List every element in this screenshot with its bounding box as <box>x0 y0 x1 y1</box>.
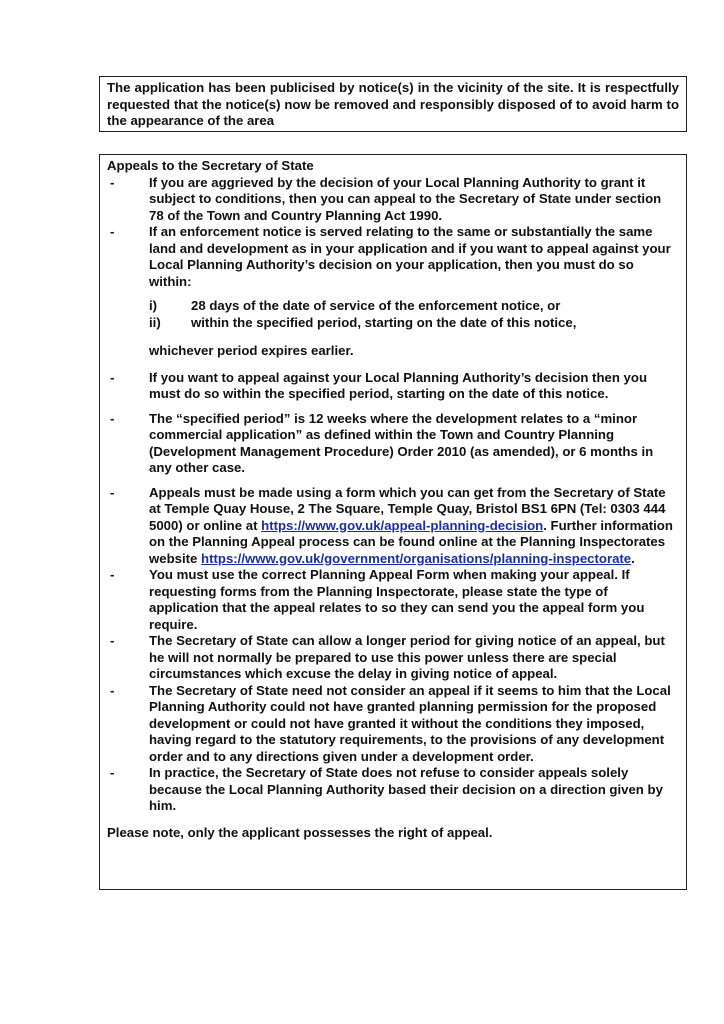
appeal-item-enforcement <box>107 224 679 290</box>
item-text: You must use the correct Planning Appeal Form when making your appeal. If requesting forms from the Planning Inspectorate, please state the type of application that the appeal relates to so they can send you the appeal form you require. <box>149 567 645 632</box>
item-text: The Secretary of State can allow a longer period for giving notice of an appeal, but he will not normally be prepared to use this power unless there are special circumstances which excuse the delay in giving notice of appeal. <box>149 633 665 681</box>
bullet-dash: - <box>110 633 115 648</box>
bullet-dash: - <box>110 410 115 426</box>
whichever-text: whichever period expires earlier. <box>149 343 354 358</box>
item-text: The “specified period” is 12 weeks where the development relates to a “minor commercial application” as defined within the Town and Country Planning (Development Management Procedure) Order 2010 (as amended), or 6 months in any other case. <box>149 410 654 475</box>
sub-number: i) <box>149 298 158 313</box>
bullet-dash: - <box>110 369 115 385</box>
item-text: The Secretary of State need not consider an appeal if it seems to him that the Local Planning Authority could not have granted planning permission for the proposed development or could not have granted it without the conditions they imposed, having regard to the statutory requirements, to the provisions of any development order and to any directions given under a development order. <box>149 682 671 764</box>
item-text: In practice, the Secretary of State does not refuse to consider appeals solely because the Local Planning Authority based their decision on a direction given by him. <box>149 765 663 813</box>
item-text-end: . <box>631 550 635 566</box>
sub-item-i <box>107 298 679 315</box>
notice-box <box>99 76 687 132</box>
appeal-decision-link[interactable]: https://www.gov.uk/appeal-planning-decision <box>261 517 544 533</box>
notice-text: The application has been publicised by notice(s) in the vicinity of the site. It is respectfully requested that the notice(s) now be removed and responsibly disposed of to avoid harm to the appearance of the area <box>107 80 679 128</box>
appeal-item-specified-period <box>107 370 679 403</box>
appeal-item-need-not-consider <box>107 683 679 766</box>
appeal-item-definition <box>107 411 679 477</box>
sub-item-ii <box>107 315 679 332</box>
appeal-item-correct-form <box>107 567 679 633</box>
appeal-item-longer-period <box>107 633 679 683</box>
item-text: If an enforcement notice is served relating to the same or substantially the same land and development as in your application and if you want to appeal against your Local Planning Authority’s decision on your application, then you must do so within: <box>149 224 671 289</box>
bullet-dash: - <box>110 174 115 190</box>
item-text: If you are aggrieved by the decision of your Local Planning Authority to grant it subject to conditions, then you can appeal to the Secretary of State under section 78 of the Town and Country Planning Act 1990. <box>149 174 662 223</box>
sub-text: within the specified period, starting on the date of this notice, <box>191 314 577 330</box>
bullet-dash: - <box>110 567 115 582</box>
right-of-appeal-note: Please note, only the applicant possesses the right of appeal. <box>107 824 493 840</box>
item-text: If you want to appeal against your Local Planning Authority’s decision then you must do so within the specified period, starting on the date of this notice. <box>149 369 648 401</box>
item-text-pre: Appeals must be made using a form which you can get from the Secretary of State at Temple Quay House, 2 The Square, Temple Quay, Bristol BS1 6PN (Tel: 0303 444 5000) or online at <box>149 484 666 533</box>
sub-number: ii) <box>149 314 161 330</box>
bullet-dash: - <box>110 224 115 239</box>
appeal-item-form <box>107 485 679 568</box>
appeals-heading: Appeals to the Secretary of State <box>107 158 314 173</box>
bullet-dash: - <box>110 765 115 780</box>
item-text-mid: . Further information on the Planning Appeal process can be found online at the Planning Inspectorates website <box>149 517 673 566</box>
bullet-dash: - <box>110 682 115 698</box>
appeal-item-conditions <box>107 175 679 225</box>
planning-inspectorate-link[interactable]: https://www.gov.uk/government/organisations/planning-inspectorate <box>201 550 632 566</box>
bullet-dash: - <box>110 484 115 500</box>
appeals-box <box>99 154 687 890</box>
sub-text: 28 days of the date of service of the enforcement notice, or <box>191 298 561 313</box>
appeal-item-in-practice <box>107 765 679 815</box>
